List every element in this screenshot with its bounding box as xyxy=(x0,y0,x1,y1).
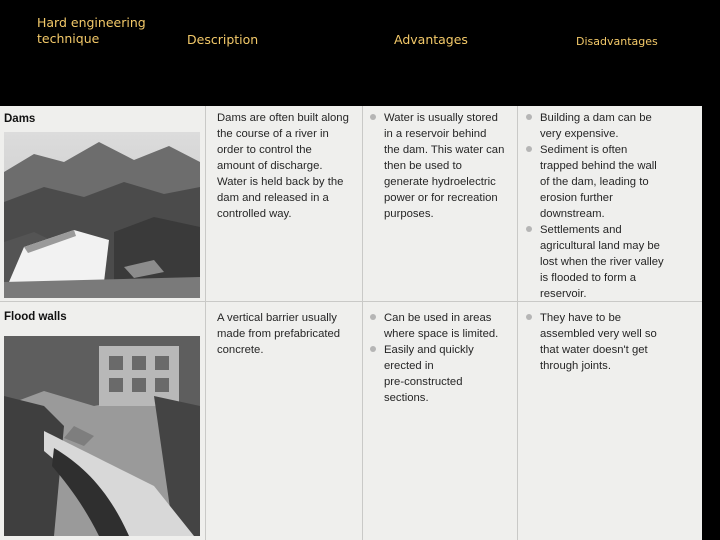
bullet-icon xyxy=(370,346,376,352)
adv-line: Water is usually stored xyxy=(384,112,498,124)
adv-line: erected in xyxy=(384,360,434,372)
dis-line: that water doesn't get xyxy=(540,344,648,356)
bullet-icon xyxy=(526,314,532,320)
disadvantage-item xyxy=(524,222,700,302)
dis-line: very expensive. xyxy=(540,128,619,140)
bullet-icon xyxy=(370,114,376,120)
bullet-icon xyxy=(526,146,532,152)
adv-line: sections. xyxy=(384,392,429,404)
row-flood-walls-label: Flood walls xyxy=(4,311,67,323)
desc-line: A vertical barrier usually xyxy=(217,312,337,324)
dis-line: Settlements and xyxy=(540,224,622,236)
column-divider xyxy=(205,106,206,540)
adv-line: the dam. This water can xyxy=(384,144,505,156)
flood-walls-disadvantages xyxy=(524,310,700,374)
dis-line: lost when the river valley xyxy=(540,256,664,268)
dams-advantages xyxy=(368,110,516,222)
header-technique: Hard engineering technique xyxy=(37,15,146,46)
desc-line: dam and released in a xyxy=(217,192,329,204)
dis-line: They have to be xyxy=(540,312,622,324)
dis-line: downstream. xyxy=(540,208,605,220)
disadvantage-item xyxy=(524,310,700,374)
flood-wall-photo xyxy=(4,336,200,536)
desc-line: amount of discharge. xyxy=(217,160,323,172)
desc-line: order to control the xyxy=(217,144,312,156)
advantage-item xyxy=(368,310,516,342)
dis-line: through joints. xyxy=(540,360,611,372)
adv-line: generate hydroelectric xyxy=(384,176,496,188)
adv-line: in a reservoir behind xyxy=(384,128,487,140)
dis-line: reservoir. xyxy=(540,288,587,300)
desc-line: made from prefabricated xyxy=(217,328,341,340)
dams-description xyxy=(217,110,357,222)
adv-line: purposes. xyxy=(384,208,434,220)
dis-line: is flooded to form a xyxy=(540,272,637,284)
dis-line: erosion further xyxy=(540,192,613,204)
desc-line: Water is held back by the xyxy=(217,176,344,188)
dis-line: of the dam, leading to xyxy=(540,176,649,188)
bullet-icon xyxy=(526,114,532,120)
adv-line: power or for recreation xyxy=(384,192,498,204)
adv-line: Can be used in areas xyxy=(384,312,492,324)
disadvantage-item xyxy=(524,142,700,222)
advantage-item xyxy=(368,342,516,406)
adv-line: where space is limited. xyxy=(384,328,499,340)
bullet-icon xyxy=(370,314,376,320)
dis-line: assembled very well so xyxy=(540,328,657,340)
bullet-icon xyxy=(526,226,532,232)
flood-walls-description xyxy=(217,310,357,358)
column-divider xyxy=(517,106,518,540)
scanned-table xyxy=(0,106,702,540)
dis-line: trapped behind the wall xyxy=(540,160,657,172)
flood-walls-advantages xyxy=(368,310,516,406)
desc-line: Dams are often built along xyxy=(217,112,349,124)
advantage-item xyxy=(368,110,516,222)
dis-line: Building a dam can be xyxy=(540,112,652,124)
disadvantage-item xyxy=(524,110,700,142)
dis-line: agricultural land may be xyxy=(540,240,660,252)
dis-line: Sediment is often xyxy=(540,144,628,156)
dams-disadvantages xyxy=(524,110,700,302)
table-header xyxy=(0,0,720,106)
header-advantages: Advantages xyxy=(394,32,468,47)
adv-line: pre-constructed xyxy=(384,376,463,388)
desc-line: the course of a river in xyxy=(217,128,329,140)
header-disadvantages: Disadvantages xyxy=(576,35,658,48)
column-divider xyxy=(362,106,363,540)
desc-line: controlled way. xyxy=(217,208,292,220)
adv-line: Easily and quickly xyxy=(384,344,474,356)
dam-photo xyxy=(4,132,200,298)
desc-line: concrete. xyxy=(217,344,264,356)
row-dams-label: Dams xyxy=(4,113,36,125)
header-description: Description xyxy=(187,32,259,47)
adv-line: then be used to xyxy=(384,160,462,172)
